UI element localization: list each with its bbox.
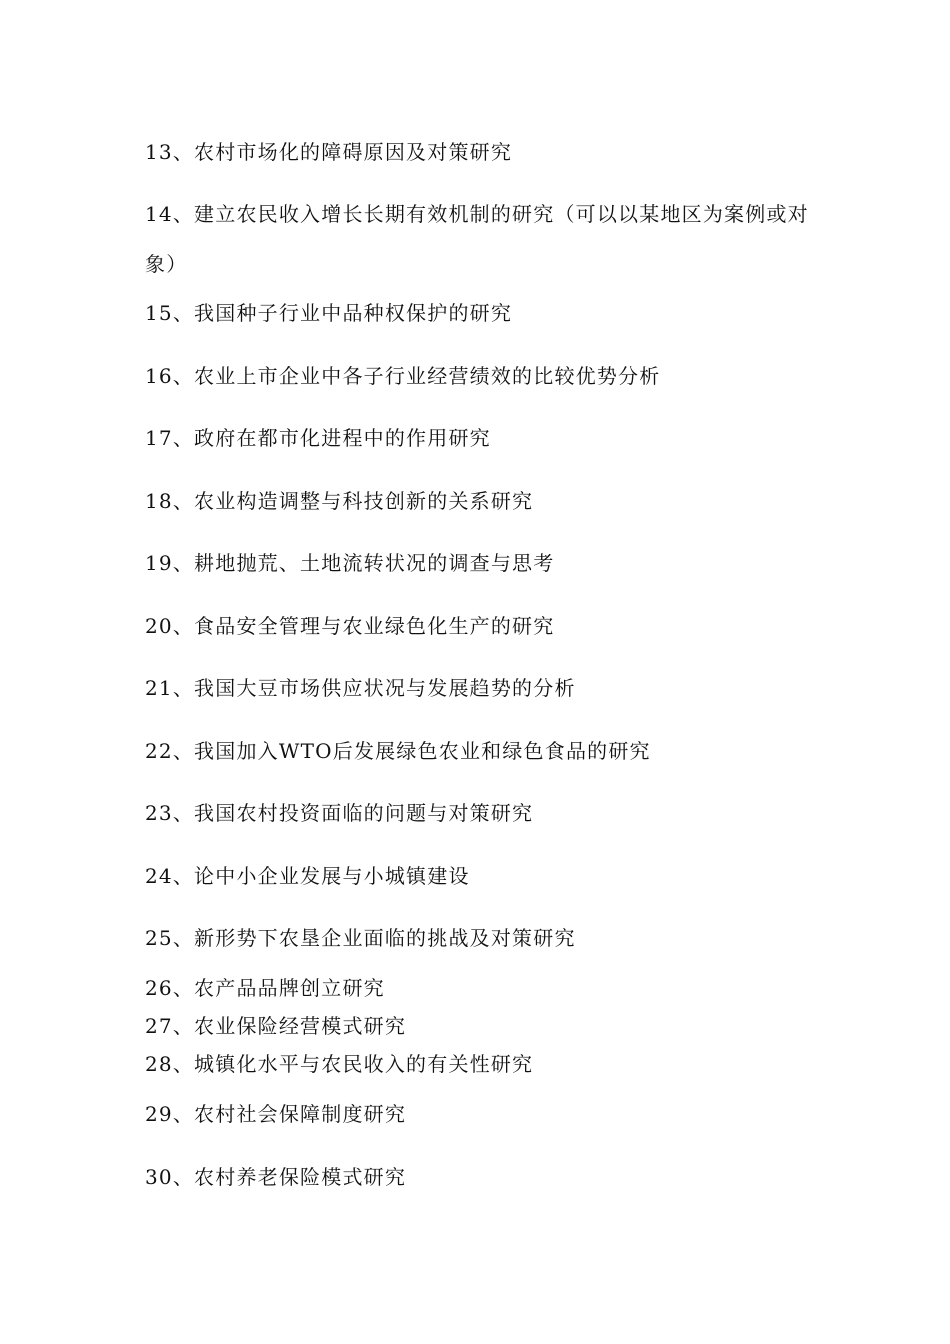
list-item: 18、农业构造调整与科技创新的关系研究 (145, 489, 534, 513)
list-item: 21、我国大豆市场供应状况与发展趋势的分析 (145, 676, 576, 700)
list-item: 26、农产品品牌创立研究 (145, 976, 385, 1000)
list-item: 19、耕地抛荒、土地流转状况的调查与思考 (145, 551, 555, 575)
list-item: 14、建立农民收入增长长期有效机制的研究（可以以某地区为案例或对象） (145, 202, 809, 276)
list-item: 30、农村养老保险模式研究 (145, 1165, 407, 1189)
list-item: 27、农业保险经营模式研究 (145, 1014, 407, 1038)
list-item: 29、农村社会保障制度研究 (145, 1102, 407, 1126)
list-item: 25、新形势下农垦企业面临的挑战及对策研究 (145, 926, 576, 950)
list-item: 13、农村市场化的障碍原因及对策研究 (145, 140, 513, 164)
list-item: 17、政府在都市化进程中的作用研究 (145, 426, 491, 450)
list-item: 22、我国加入WTO后发展绿色农业和绿色食品的研究 (145, 739, 651, 763)
list-item: 20、食品安全管理与农业绿色化生产的研究 (145, 614, 555, 638)
list-item: 24、论中小企业发展与小城镇建设 (145, 864, 470, 888)
list-item: 28、城镇化水平与农民收入的有关性研究 (145, 1052, 534, 1076)
list-item: 23、我国农村投资面临的问题与对策研究 (145, 801, 534, 825)
list-item: 16、农业上市企业中各子行业经营绩效的比较优势分析 (145, 364, 661, 388)
list-item: 15、我国种子行业中品种权保护的研究 (145, 301, 513, 325)
